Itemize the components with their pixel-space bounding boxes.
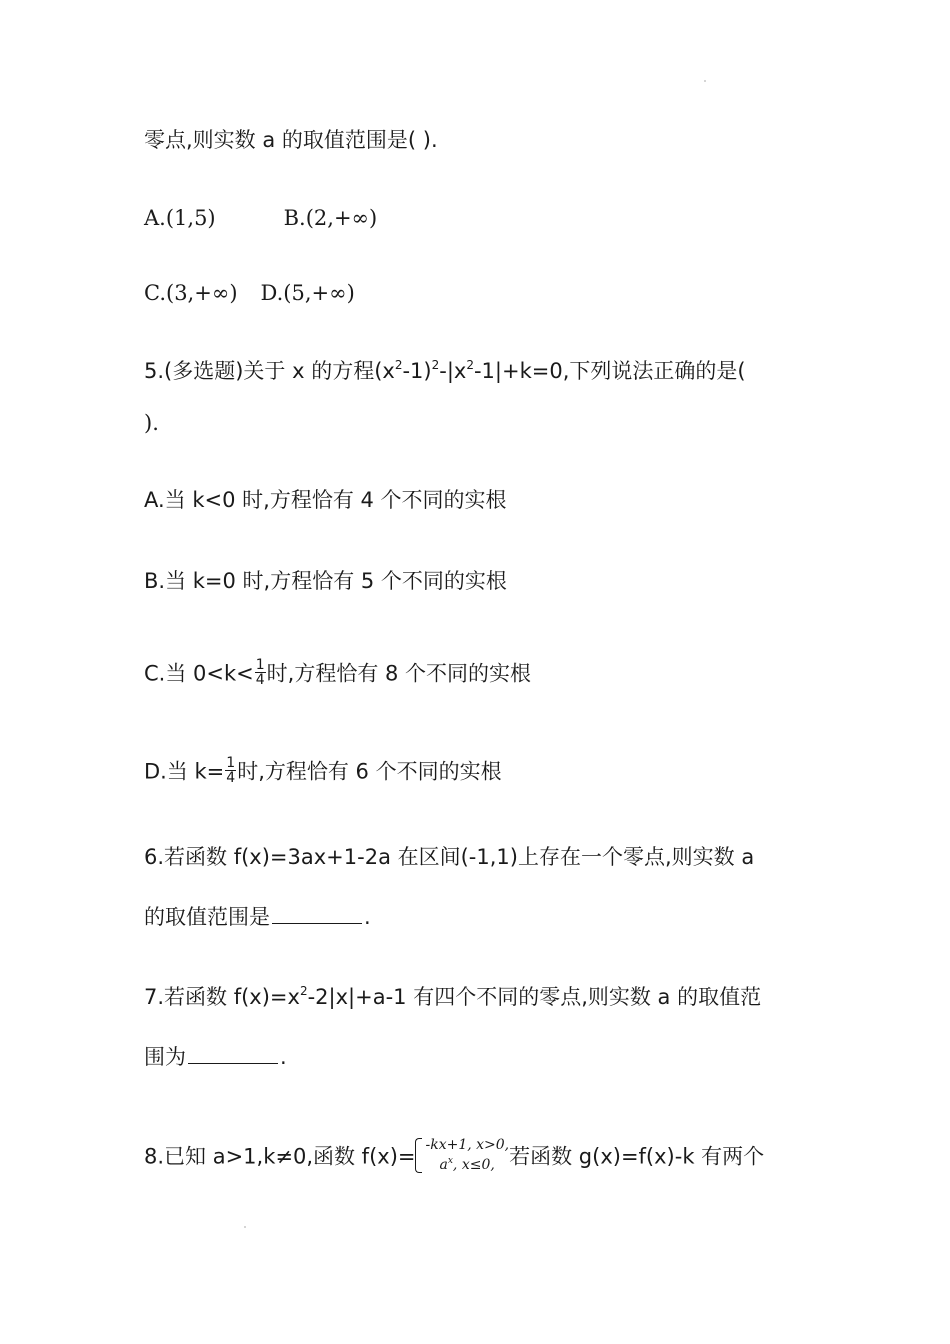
q6-stem-line2: 的取值范围是 . (144, 905, 371, 929)
q4-option-d: D.(5,+∞) (260, 281, 355, 305)
q4-option-b: B.(2,+∞) (283, 206, 378, 230)
q8-stem: 8.已知 a>1,k≠0,函数 f(x)= -kx+1, x>0, $a^x$, x≤0, 若函数 g(x)=f(x)-k 有两个 (144, 1138, 764, 1177)
q6-stem: 6.若函数 f(x)=3ax+1-2a 在区间(-1,1)上存在一个零点,则实数 a (144, 845, 755, 869)
q7-stem-line2: 围为 . (144, 1045, 287, 1069)
q4-option-a: A.(1,5) (144, 206, 216, 230)
q5-option-b: B.当 k=0 时,方程恰有 5 个不同的实根 (144, 569, 507, 593)
q5-option-d: D.当 k= $\frac{1}{4}$ 时,方程恰有 6 个不同的实根 (144, 755, 502, 786)
q4-options-row1 (144, 208, 377, 229)
q7-stem: 7.若函数 $f(x)=x^2-2|x|+a-1$ 有四个不同的零点,则实数 a 的取值范 (144, 984, 762, 1009)
left-brace (415, 1138, 422, 1173)
q5-option-a: A.当 k<0 时,方程恰有 4 个不同的实根 (144, 488, 507, 512)
q5-stem-end: ). (144, 411, 159, 435)
fraction-one-quarter: $\frac{1}{4}$ (255, 657, 265, 688)
fraction-one-quarter: $\frac{1}{4}$ (226, 755, 236, 786)
piecewise-function: -kx+1, x>0, $a^x$, x≤0, (415, 1136, 509, 1175)
q5-option-c: C.当 0<k< $\frac{1}{4}$ 时,方程恰有 8 个不同的实根 (144, 657, 532, 688)
q4-option-c: C.(3,+∞) (144, 281, 238, 305)
q5-stem: 5.(多选题)关于 x 的方程$(x^2-1)^2-|x^2-1|+k=0$,下列说法正确的是( (144, 358, 746, 383)
answer-blank (188, 1062, 278, 1064)
answer-blank (272, 922, 362, 924)
scan-dot (704, 80, 706, 82)
scan-dot (244, 1226, 246, 1228)
q4-options-row2 (144, 283, 355, 304)
q4-stem-tail: 零点,则实数 a 的取值范围是( ). (144, 128, 438, 152)
